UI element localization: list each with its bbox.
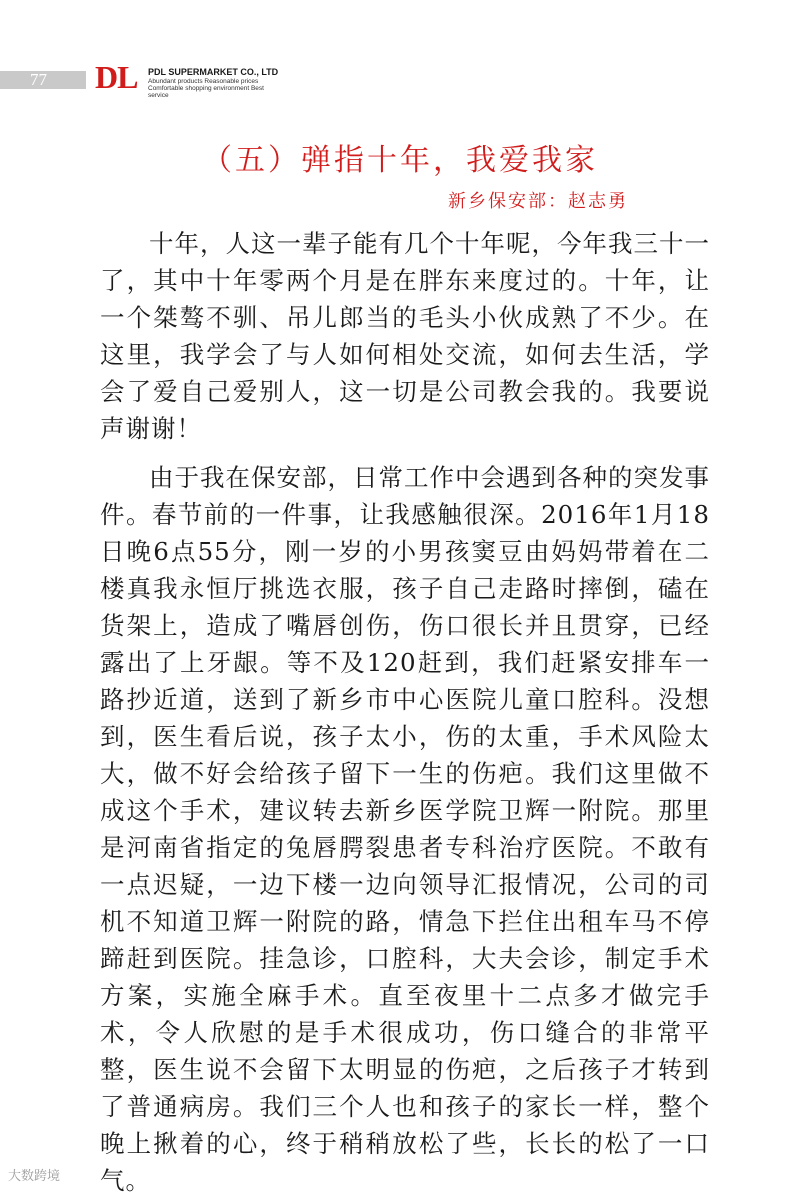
page-number: 77 bbox=[30, 70, 47, 89]
company-logo: DL bbox=[95, 59, 138, 95]
article-author: 新乡保安部：赵志勇 bbox=[448, 191, 628, 212]
paragraph: 由于我在保安部，日常工作中会遇到各种的突发事件。春节前的一件事，让我感触很深。2016年1月18日晚6点55分，刚一岁的小男孩窦豆由妈妈带着在二楼真我永恒厅挑选衣服，孩子自己走路时摔倒，磕在货架上，造成了嘴唇创伤，伤口很长并且贯穿，已经露出了上牙龈。等不及120赶到，我们赶紧安排车一路抄近道，送到了新乡市中心医院儿童口腔科。没想到，医生看后说，孩子太小，伤的太重，手术风险太大，做不好会给孩子留下一生的伤疤。我们这里做不成这个手术，建议转去新乡医学院卫辉一附院。那里是河南省指定的兔唇腭裂患者专科治疗医院。不敢有一点迟疑，一边下楼一边向领导汇报情况，公司的司机不知道卫辉一附院的路，情急下拦住出租车马不停蹄赶到医院。挂急诊，口腔科，大夫会诊，制定手术方案，实施全麻手术。直至夜里十二点多才做完手术，令人欣慰的是手术很成功，伤口缝合的非常平整，医生说不会留下太明显的伤疤，之后孩子才转到了普通病房。我们三个人也和孩子的家长一样，整个晚上揪着的心，终于稍稍放松了些，长长的松了一口气。 bbox=[100, 463, 710, 1195]
watermark: 大数跨境 bbox=[8, 1168, 61, 1183]
company-slogan: Abundant products Reasonable prices Comfortable shopping environment Best service bbox=[148, 78, 264, 99]
paragraph: 十年，人这一辈子能有几个十年呢，今年我三十一了，其中十年零两个月是在胖东来度过的。十年，让一个桀骜不驯、吊儿郎当的毛头小伙成熟了不少。在这里，我学会了与人如何相处交流，如何去生活，学会了爱自己爱别人，这一切是公司教会我的。我要说声谢谢！ bbox=[100, 229, 710, 443]
article-title: （五）弹指十年，我爱我家 bbox=[202, 143, 598, 178]
company-name: PDL SUPERMARKET CO., LTD bbox=[148, 67, 279, 77]
article-body bbox=[100, 225, 710, 1199]
